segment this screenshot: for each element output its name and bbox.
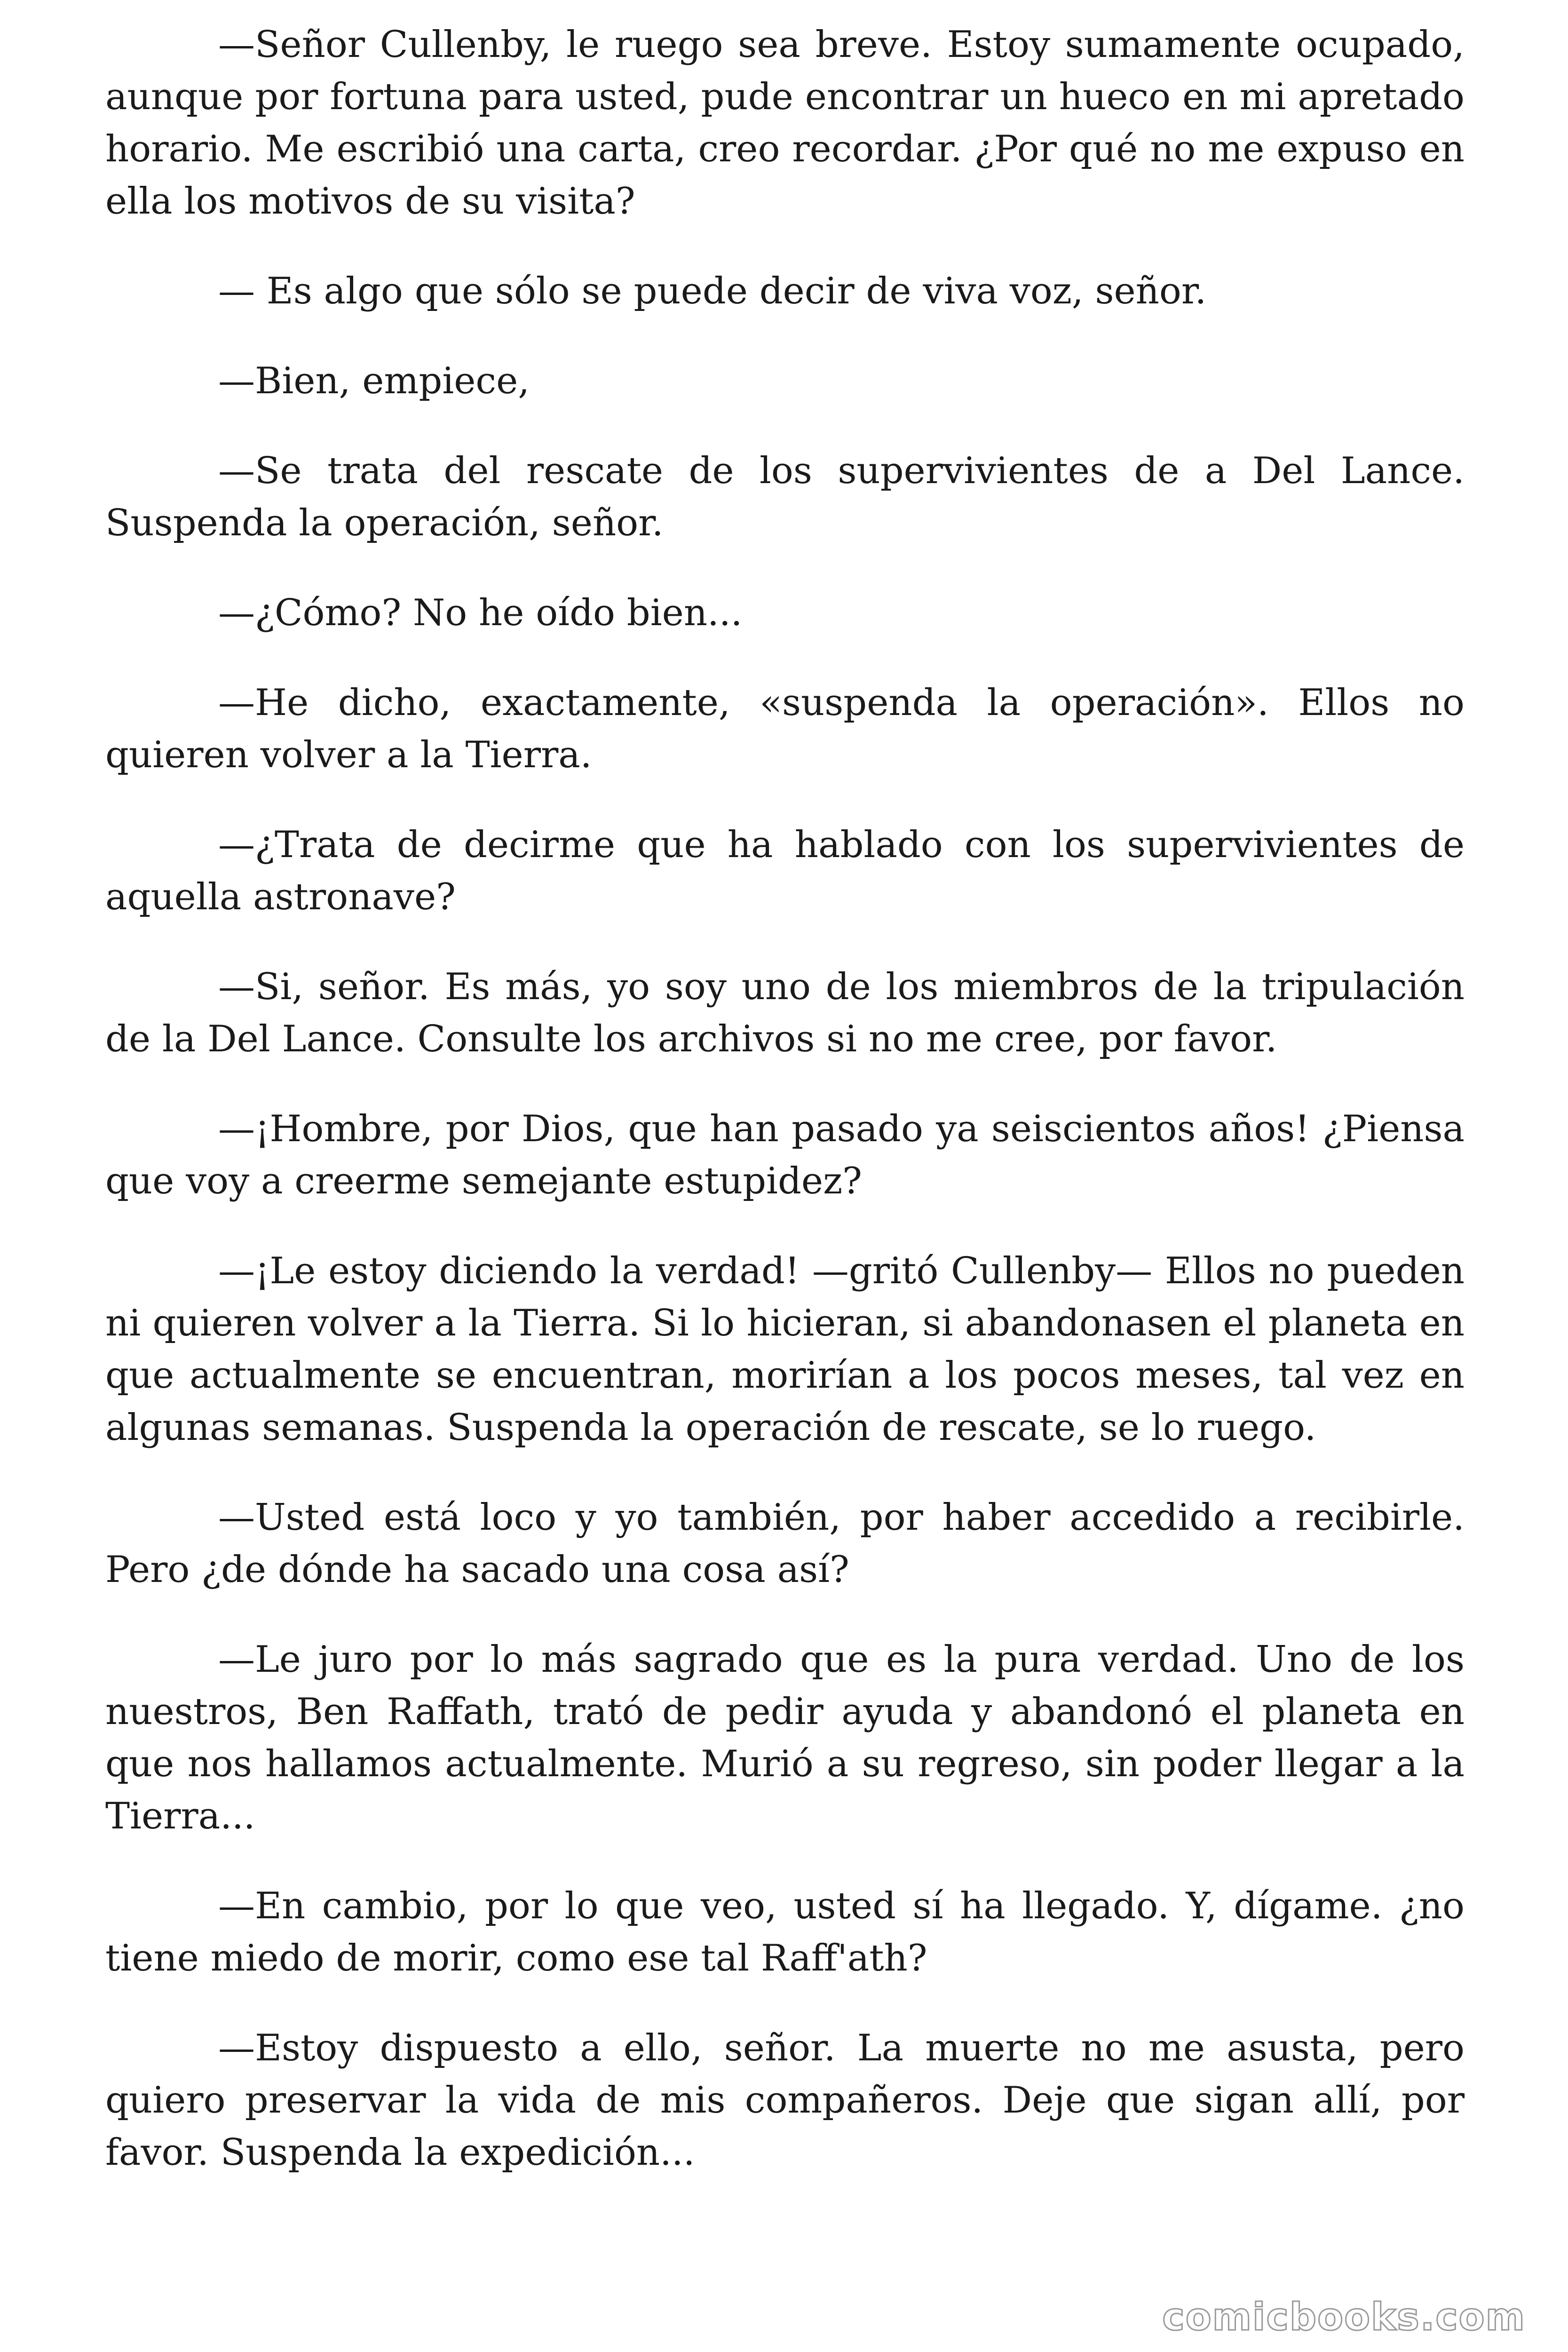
paragraph: —¿Trata de decirme que ha hablado con los supervivientes de aquella astronave? — [105, 824, 1465, 918]
paragraph: —Señor Cullenby, le ruego sea breve. Estoy sumamente ocupado, aunque por fortuna para usted, pude encontrar un hueco en mi apretado horario. Me escribió una carta, creo recordar. ¿Por qué no me expuso en ella los motivos de su visita? — [105, 24, 1465, 222]
paragraph: —Si, señor. Es más, yo soy uno de los miembros de la tripulación de la Del Lance. Consulte los archivos si no me cree, por favor. — [105, 966, 1465, 1060]
paragraph: —Le juro por lo más sagrado que es la pura verdad. Uno de los nuestros, Ben Raffath, trató de pedir ayuda y abandonó el planeta en que nos hallamos actualmente. Murió a su regreso, sin poder llegar a la Tierra... — [105, 1638, 1465, 1837]
paragraph: —¡Hombre, por Dios, que han pasado ya seiscientos años! ¿Piensa que voy a creerme semejante estupidez? — [105, 1108, 1465, 1202]
paragraph: — Es algo que sólo se puede decir de viva voz, señor. — [218, 270, 1207, 312]
paragraph: —En cambio, por lo que veo, usted sí ha llegado. Y, dígame. ¿no tiene miedo de morir, como ese tal Raff'ath? — [105, 1885, 1465, 1979]
paragraph: —¡Le estoy diciendo la verdad! —gritó Cullenby— Ellos no pueden ni quieren volver a la Tierra. Si lo hicieran, si abandonasen el planeta en que actualmente se encuentran, morirían a los pocos meses, tal vez en algunas semanas. Suspenda la operación de rescate, se lo ruego. — [105, 1250, 1465, 1449]
paragraph: —He dicho, exactamente, «suspenda la operación». Ellos no quieren volver a la Tierra. — [105, 682, 1465, 776]
watermark: comicbooks.com — [1162, 2295, 1526, 2339]
page-body — [105, 19, 1465, 2217]
paragraph: —Usted está loco y yo también, por haber accedido a recibirle. Pero ¿de dónde ha sacado una cosa así? — [105, 1496, 1465, 1591]
paragraph: —¿Cómo? No he oído bien... — [218, 592, 743, 634]
paragraph: —Bien, empiece, — [218, 360, 530, 402]
paragraph: —Se trata del rescate de los supervivientes de a Del Lance. Suspenda la operación, señor. — [105, 450, 1465, 544]
paragraph: —Estoy dispuesto a ello, señor. La muerte no me asusta, pero quiero preservar la vida de mis compañeros. Deje que sigan allí, por favor. Suspenda la expedición... — [105, 2027, 1465, 2174]
